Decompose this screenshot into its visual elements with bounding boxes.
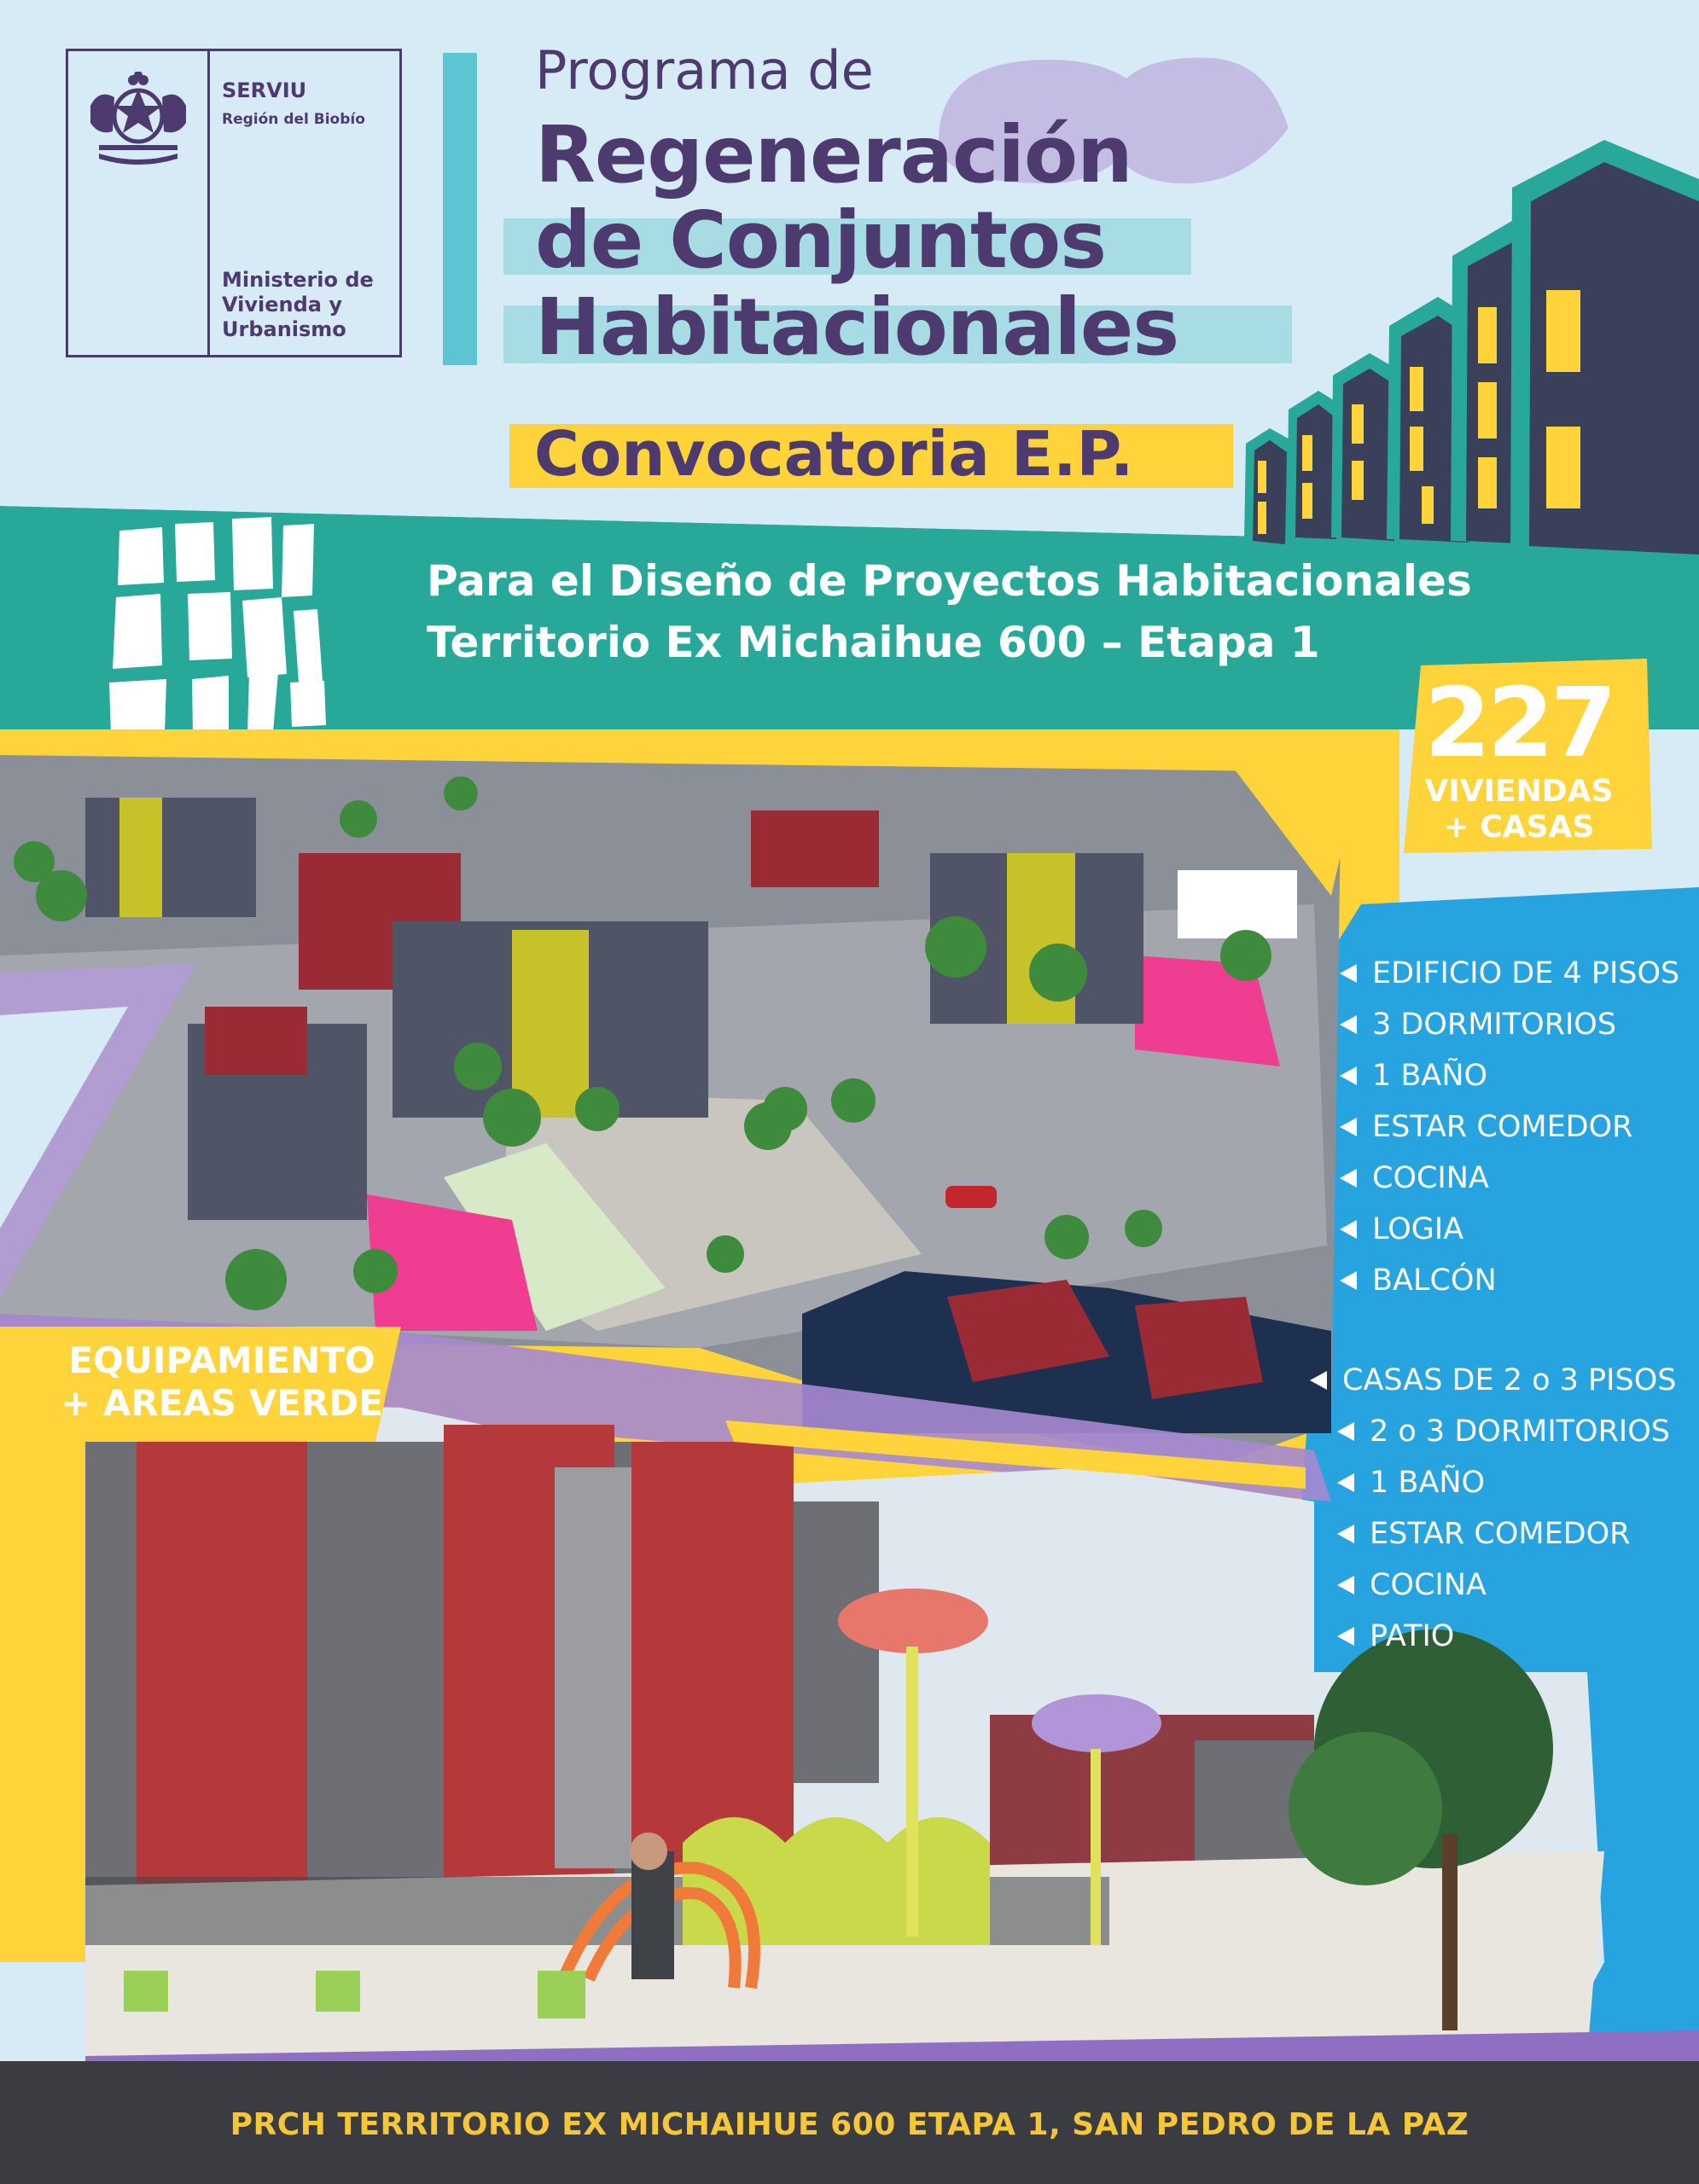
- building-features-list: [1340, 948, 1679, 1306]
- agency-region: Región del Biobío: [222, 111, 365, 128]
- housing-illustration: [1244, 140, 1699, 555]
- feature-label: CASAS DE 2 o 3 PISOS: [1342, 1363, 1677, 1397]
- equipment-label-line-2: + AREAS VERDE: [61, 1382, 383, 1424]
- list-item: [1337, 1508, 1676, 1560]
- list-item: [1337, 1406, 1676, 1457]
- feature-label: LOGIA: [1372, 1212, 1464, 1246]
- feature-label: 2 o 3 DORMITORIOS: [1370, 1414, 1670, 1449]
- equipment-label-line-1: EQUIPAMIENTO: [68, 1339, 375, 1381]
- project-subtitle-line-1: Para el Diseño de Proyectos Habitacionales: [427, 556, 1472, 606]
- arrow-left-icon: [1337, 1627, 1354, 1646]
- list-item: [1310, 1355, 1676, 1406]
- title-accent-bar: [443, 53, 477, 365]
- list-item: [1340, 1050, 1679, 1101]
- program-title-line-3: Habitacionales: [535, 282, 1179, 373]
- list-item: [1340, 1204, 1679, 1255]
- housing-count: 227: [1424, 668, 1614, 779]
- arrow-left-icon: [1340, 1015, 1357, 1034]
- house-features-list: [1310, 1355, 1676, 1662]
- list-item: [1340, 1101, 1679, 1153]
- program-title-prefix: Programa de: [535, 39, 874, 102]
- footer-text: PRCH TERRITORIO EX MICHAIHUE 600 ETAPA 1, SAN PEDRO DE LA PAZ: [230, 2107, 1469, 2142]
- equipment-label: [34, 1339, 410, 1425]
- list-item: [1340, 999, 1679, 1050]
- program-title-line-2: de Conjuntos: [535, 195, 1106, 286]
- chilean-coat-of-arms-icon: [82, 72, 195, 166]
- arrow-left-icon: [1340, 964, 1357, 983]
- feature-label: BALCÓN: [1372, 1263, 1497, 1298]
- arrow-left-icon: [1337, 1422, 1354, 1441]
- housing-count-label-1: VIVIENDAS: [1424, 774, 1614, 809]
- arrow-left-icon: [1337, 1576, 1354, 1594]
- arrow-left-icon: [1337, 1525, 1354, 1543]
- logo-divider: [207, 51, 210, 355]
- feature-label: ESTAR COMEDOR: [1372, 1110, 1633, 1144]
- arrow-left-icon: [1310, 1371, 1327, 1390]
- project-subtitle-line-2: Territorio Ex Michaihue 600 – Etapa 1: [427, 618, 1320, 667]
- ministry-name: Ministerio de Vivienda y Urbanismo: [222, 268, 374, 341]
- arrow-left-icon: [1340, 1271, 1357, 1290]
- program-title-line-1: Regeneración: [535, 109, 1132, 200]
- list-item: [1337, 1457, 1676, 1508]
- feature-label: COCINA: [1370, 1568, 1487, 1602]
- arrow-left-icon: [1337, 1473, 1354, 1492]
- arrow-left-icon: [1340, 1066, 1357, 1085]
- feature-label: 1 BAÑO: [1372, 1059, 1488, 1093]
- list-item: [1337, 1611, 1676, 1662]
- list-item: [1340, 1255, 1679, 1306]
- call-label: Convocatoria E.P.: [534, 418, 1134, 490]
- feature-label: PATIO: [1370, 1619, 1455, 1653]
- feature-label: 1 BAÑO: [1370, 1466, 1486, 1500]
- list-item: [1337, 1560, 1676, 1611]
- arrow-left-icon: [1340, 1220, 1357, 1239]
- feature-label: ESTAR COMEDOR: [1370, 1517, 1631, 1551]
- arrow-left-icon: [1340, 1169, 1357, 1188]
- feature-label: 3 DORMITORIOS: [1372, 1008, 1617, 1042]
- arrow-left-icon: [1340, 1118, 1357, 1136]
- serviu-logo: [66, 49, 402, 357]
- agency-name: SERVIU: [222, 78, 307, 102]
- housing-count-label-2: + CASAS: [1443, 810, 1595, 845]
- leaf-shape-right: [1109, 58, 1289, 183]
- list-item: [1340, 948, 1679, 999]
- list-item: [1340, 1153, 1679, 1204]
- feature-label: EDIFICIO DE 4 PISOS: [1372, 956, 1680, 990]
- feature-label: COCINA: [1372, 1161, 1489, 1195]
